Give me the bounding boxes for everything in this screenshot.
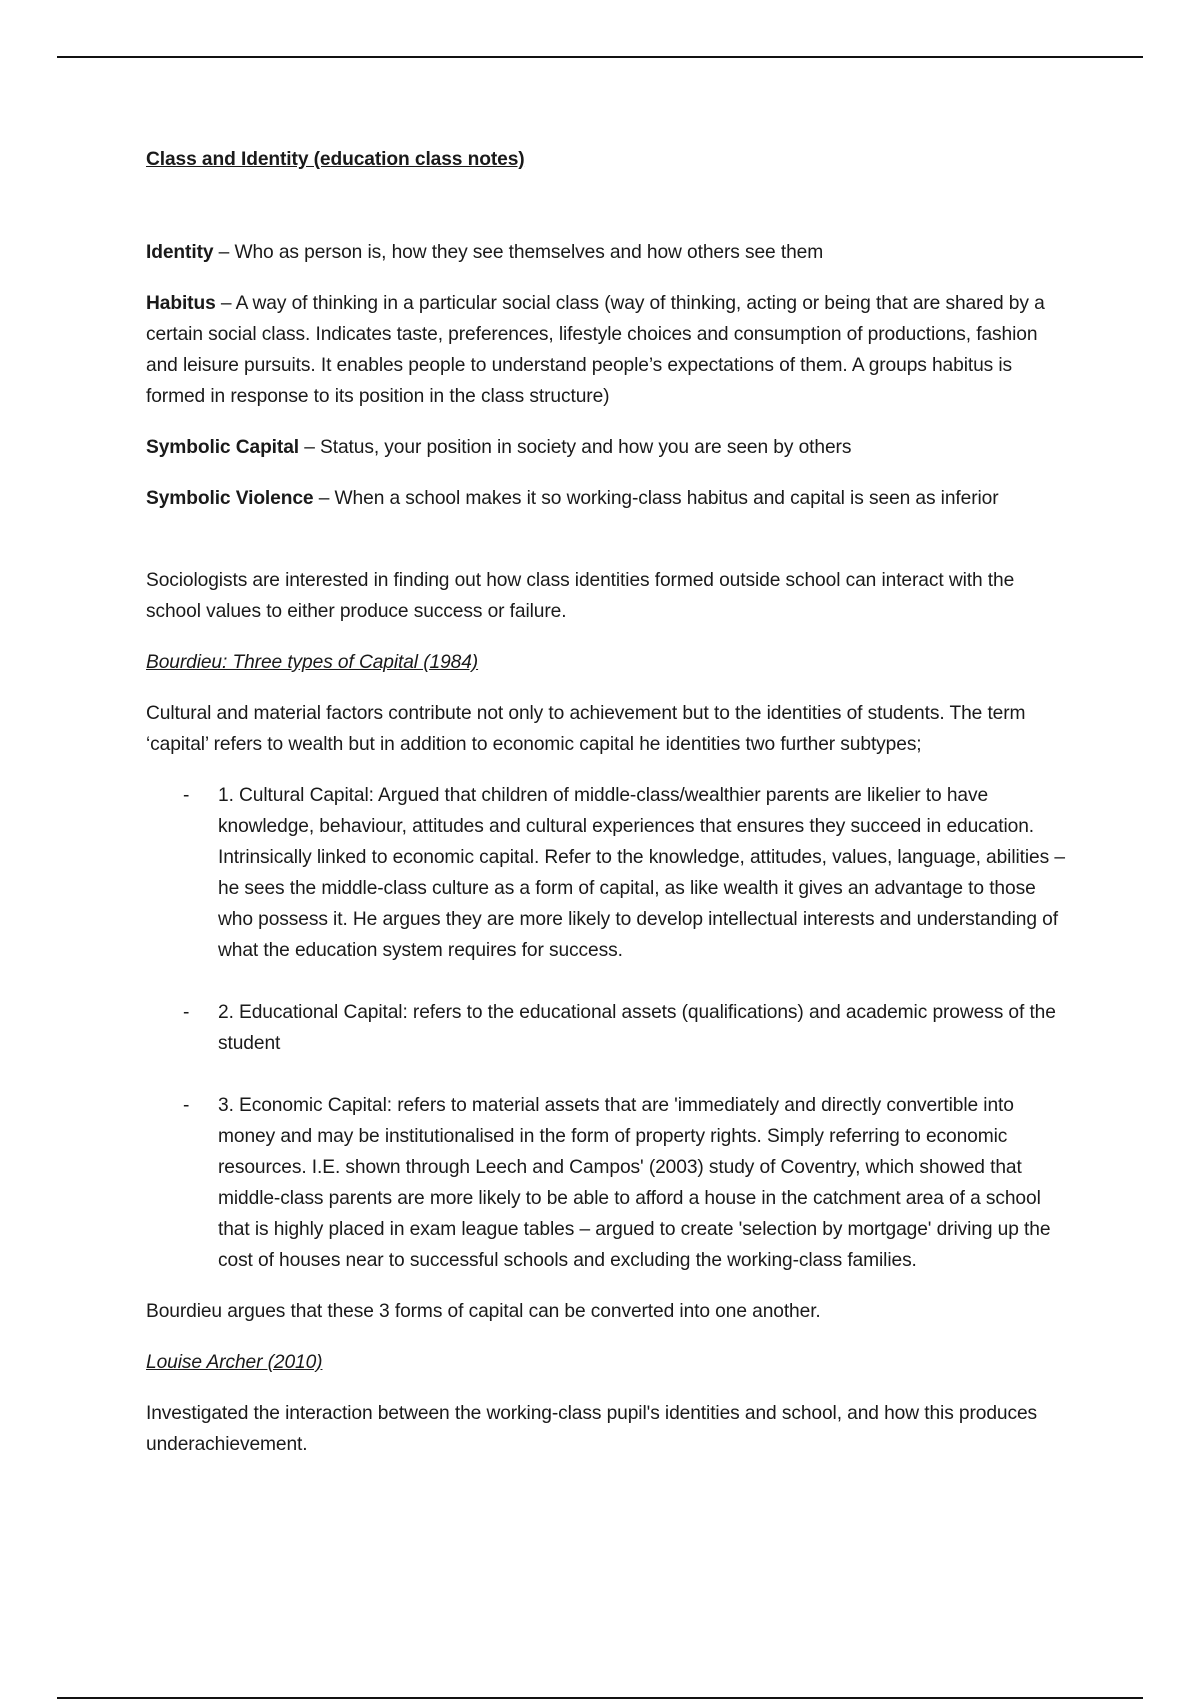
definition-symbolic-violence xyxy=(146,483,1066,514)
definition-term: Symbolic Violence xyxy=(146,488,314,509)
bourdieu-intro: Cultural and material factors contribute not only to achievement but to the identities of students. The term ‘capital’ refers to wealth but in addition to economic capital he identities two further subtypes; xyxy=(146,703,1026,755)
document-title: Class and Identity (education class notes) xyxy=(146,149,525,170)
bourdieu-heading: Bourdieu: Three types of Capital (1984) xyxy=(146,652,479,673)
list-item-text: 1. Cultural Capital: Argued that children of middle-class/wealthier parents are likelier to have knowledge, behaviour, attitudes and cultural experiences that ensures they succeed in education. Intrinsically linked to economic capital. Refer to the knowledge, attitudes, values, language, abilities – he sees the middle-class culture as a form of capital, as like wealth it gives an advantage to those who possess it. He argues they are more likely to develop intellectual interests and understanding of what the education system requires for success. xyxy=(218,785,1065,961)
document-body xyxy=(146,144,1066,1480)
list-item-text: 2. Educational Capital: refers to the educational assets (qualifications) and academic prowess of the student xyxy=(218,1002,1056,1054)
definition-term: Symbolic Capital xyxy=(146,437,300,458)
definition-symbolic-capital xyxy=(146,432,1066,463)
list-item xyxy=(146,1090,1066,1276)
definition-term: Identity xyxy=(146,242,214,263)
bullet-dash: - xyxy=(183,1095,190,1116)
list-item-text: 3. Economic Capital: refers to material assets that are 'immediately and directly convertible into money and may be institutionalised in the form of property rights. Simply referring to economic resources. I.E. shown through Leech and Campos' (2003) study of Coventry, which showed that middle-class parents are more likely to be able to afford a house in the catchment area of a school that is highly placed in exam league tables – argued to create 'selection by mortgage' driving up the cost of houses near to successful schools and excluding the working-class families. xyxy=(218,1095,1051,1271)
archer-heading: Louise Archer (2010) xyxy=(146,1352,323,1373)
capital-list xyxy=(146,780,1066,1276)
blank-line xyxy=(146,534,1066,565)
bullet-dash: - xyxy=(183,1002,190,1023)
definition-text: – A way of thinking in a particular social class (way of thinking, acting or being that are shared by a certain social class. Indicates taste, preferences, lifestyle choices and consumption of productions, fashion and leisure pursuits. It enables people to understand people’s expectations of them. A groups habitus is formed in response to its position in the class structure) xyxy=(146,293,1045,407)
list-item xyxy=(146,780,1066,966)
bullet-dash: - xyxy=(183,785,190,806)
definition-text: – Who as person is, how they see themselves and how others see them xyxy=(213,242,824,263)
bourdieu-conclusion: Bourdieu argues that these 3 forms of capital can be converted into one another. xyxy=(146,1301,821,1322)
definition-text: – When a school makes it so working-class habitus and capital is seen as inferior xyxy=(313,488,999,509)
definition-text: – Status, your position in society and how you are seen by others xyxy=(299,437,852,458)
definition-identity xyxy=(146,237,1066,268)
header-rule xyxy=(57,56,1143,58)
intro-paragraph: Sociologists are interested in finding out how class identities formed outside school can interact with the school values to either produce success or failure. xyxy=(146,570,1015,622)
archer-paragraph: Investigated the interaction between the working-class pupil's identities and school, and how this produces underachievement. xyxy=(146,1403,1038,1455)
definition-habitus xyxy=(146,288,1066,412)
footer-rule xyxy=(57,1697,1143,1699)
definition-term: Habitus xyxy=(146,293,216,314)
list-item xyxy=(146,997,1066,1059)
